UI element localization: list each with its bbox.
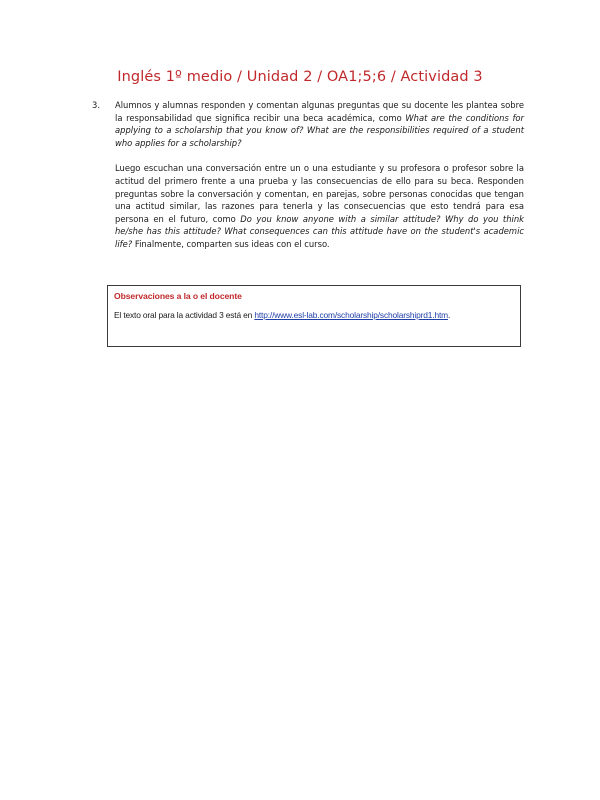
paragraph-2-questions: Do you know anyone with a similar attitude? Why do you think he/she has this attitude? What consequences can this attitude have on the student's academic life? [115, 213, 524, 249]
paragraph-2-text: Luego escuchan una conversación entre un o una estudiante y su profesora o profesor sobre la actitud del primero frente a una prueba y las consecuencias de ello para su beca. Responden preguntas sobre la conversación y comentan, en parejas, sobre personas conocidas que tengan una actitud similar, las razones para tenerla y las consecuencias que esto tendrá para esa persona en el futuro, como [115, 163, 524, 224]
activity-paragraph-1 [115, 99, 524, 149]
observations-box [107, 285, 521, 347]
activity-body [115, 99, 524, 251]
observations-title: Observaciones a la o el docente [114, 291, 242, 301]
activity-number: 3. [92, 100, 100, 110]
paragraph-2-ending: Finalmente, comparten sus ideas con el curso. [132, 238, 330, 249]
scholarship-audio-link[interactable]: http://www.esl-lab.com/scholarship/scholarshiprd1.htm [254, 310, 448, 320]
paragraph-1-questions: What are the conditions for applying to a scholarship that you know of? What are the responsibilities required of a student who applies for a scholarship? [115, 112, 524, 148]
observations-text-before: El texto oral para la actividad 3 está en [114, 310, 255, 320]
observations-text [114, 310, 450, 320]
page-title: Inglés 1º medio / Unidad 2 / OA1;5;6 / Actividad 3 [117, 69, 483, 85]
paragraph-1-text: Alumnos y alumnas responden y comentan algunas preguntas que su docente les plantea sobre la responsabilidad que significa recibir una beca académica, como [115, 100, 524, 123]
activity-paragraph-2 [115, 162, 524, 250]
observations-text-after: . [447, 310, 451, 320]
